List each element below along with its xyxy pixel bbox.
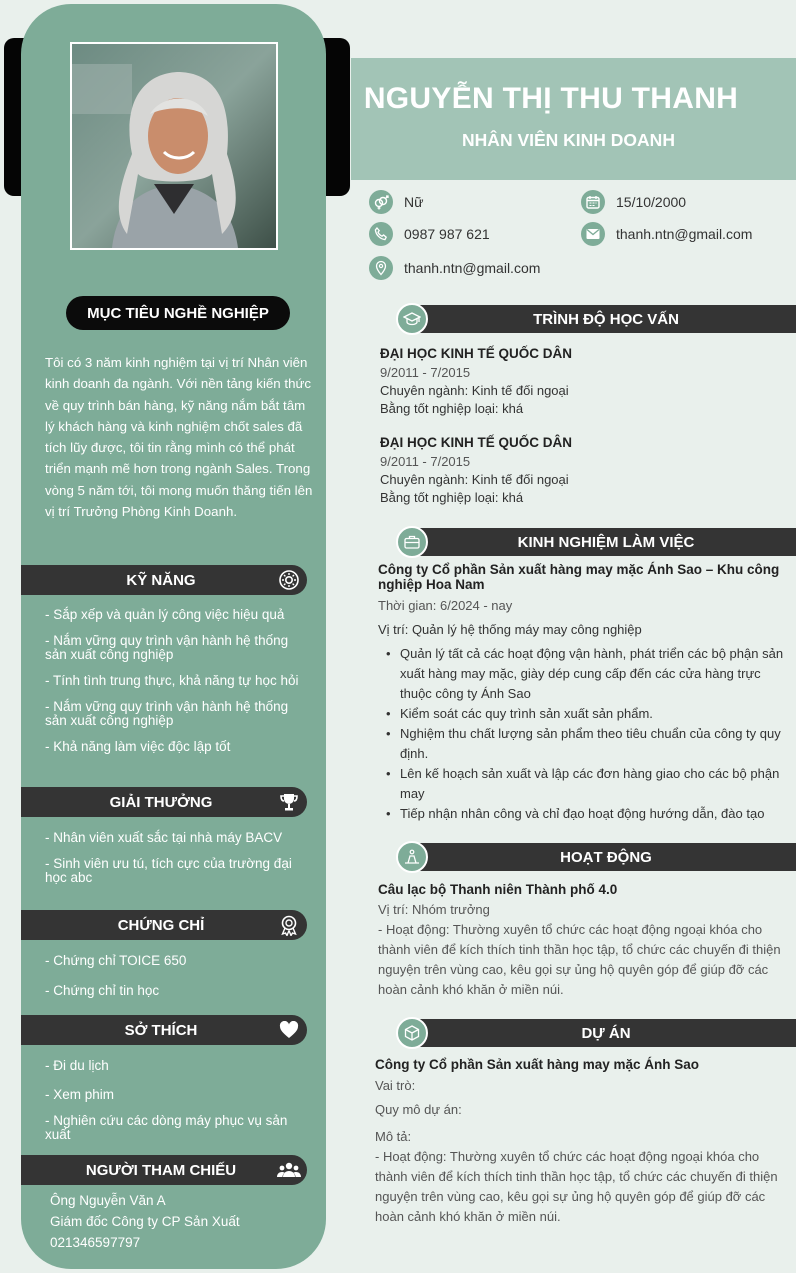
- contact-phone: [369, 222, 490, 246]
- activities-entry: [378, 880, 788, 1000]
- skills-list: [45, 608, 305, 754]
- education-degree: Bằng tốt nghiệp loại: khá: [380, 490, 524, 505]
- activities-role: Vị trí: Nhóm trưởng: [378, 902, 490, 917]
- list-item: • Tiếp nhận nhân công và chỉ đạo hoạt động hướng dẫn, đào tạo: [382, 804, 788, 824]
- education-major: Chuyên ngành: Kinh tế đối ngoại: [380, 383, 569, 398]
- list-item: - Nhân viên xuất sắc tại nhà máy BACV: [45, 830, 283, 845]
- projects-entry: [375, 1055, 785, 1227]
- reference-name: Ông Nguyễn Văn A: [50, 1193, 166, 1208]
- list-item: • Kiểm soát các quy trình sản xuất sản phẩm.: [382, 704, 788, 724]
- education-school: ĐẠI HỌC KINH TẾ QUỐC DÂN: [380, 435, 572, 450]
- reference-phone: 021346597797: [50, 1235, 141, 1250]
- reference-title: Giám đốc Công ty CP Sản Xuất: [50, 1214, 240, 1229]
- gender-value: Nữ: [404, 194, 424, 210]
- projects-heading: [396, 1017, 796, 1049]
- list-item: - Nắm vững quy trình vận hành hệ thống sản xuất công nghiệp: [45, 699, 289, 728]
- graduation-cap-icon: [396, 303, 428, 335]
- education-school: ĐẠI HỌC KINH TẾ QUỐC DÂN: [380, 346, 572, 361]
- certificates-heading: [21, 910, 307, 940]
- phone-value[interactable]: 0987 987 621: [404, 226, 490, 242]
- email-icon: [581, 222, 605, 246]
- phone-icon: [369, 222, 393, 246]
- projects-heading-label: DỰ ÁN: [416, 1019, 796, 1047]
- experience-time: Thời gian: 6/2024 - nay: [378, 598, 513, 613]
- list-item: - Sinh viên ưu tú, tích cực của trường đại học abc: [45, 856, 292, 885]
- education-period: 9/2011 - 7/2015: [380, 365, 471, 380]
- education-heading-label: TRÌNH ĐỘ HỌC VẤN: [416, 305, 796, 333]
- hobbies-list: [45, 1059, 305, 1142]
- activities-heading-label: HOẠT ĐỘNG: [416, 843, 796, 871]
- sidebar: [21, 4, 326, 1269]
- briefcase-icon: [396, 526, 428, 558]
- location-icon: [369, 256, 393, 280]
- awards-list: [45, 831, 305, 885]
- list-item: • Quản lý tất cả các hoạt động vận hành, phát triển các bộ phận sản xuất hàng may mặc, giày dép cung cấp đến các cửa hàng trực thuộc công ty Ánh Sao: [382, 644, 788, 704]
- dob-value: 15/10/2000: [616, 194, 687, 210]
- contact-email: [581, 222, 752, 246]
- candidate-position: NHÂN VIÊN KINH DOANH: [462, 130, 675, 150]
- list-item: - Nghiên cứu các dòng máy phục vụ sản xuất: [45, 1113, 288, 1142]
- heart-icon: [277, 1018, 301, 1042]
- gender-icon: [369, 190, 393, 214]
- activities-desc: - Hoạt động: Thường xuyên tổ chức các hoạt động ngoại khóa cho thành viên để kích thích tinh thần học tập, tổ chức các chuyến đi thiện nguyện trên vùng cao, kêu gọi sự ủng hộ quyên góp để giúp đỡ các hoàn cảnh khó khăn ở miền núi.: [378, 922, 781, 997]
- profile-photo: [70, 42, 278, 250]
- projects-company: Công ty Cổ phần Sản xuất hàng may mặc Ánh Sao: [375, 1057, 700, 1072]
- header-band: [351, 58, 796, 180]
- list-item: - Xem phim: [45, 1087, 115, 1102]
- email-value[interactable]: thanh.ntn@gmail.com: [616, 226, 753, 242]
- contact-address: [369, 256, 540, 280]
- list-item: - Tính tình trung thực, khả năng tự học hỏi: [45, 673, 299, 688]
- list-item: • Nghiệm thu chất lượng sản phẩm theo tiêu chuẩn của công ty quy định.: [382, 724, 788, 764]
- experience-duties: [378, 644, 788, 824]
- candidate-name: NGUYỄN THỊ THU THANH: [363, 82, 739, 115]
- projects-desc: - Hoạt động: Thường xuyên tổ chức các hoạt động ngoại khóa cho thành viên để kích thích tinh thần học tập, tổ chức các chuyến đi thiện nguyện trên vùng cao, kêu gọi sự ủng hộ quyên góp để giúp đỡ các hoàn cảnh khó khăn ở miền núi.: [375, 1149, 778, 1224]
- skills-heading-label: KỸ NĂNG: [126, 571, 196, 589]
- reference-heading-label: NGƯỜI THAM CHIẾU: [85, 1161, 237, 1179]
- list-item: - Chứng chỉ TOICE 650: [45, 953, 187, 968]
- awards-heading: [21, 787, 307, 817]
- hobbies-heading-label: SỞ THÍCH: [124, 1021, 198, 1039]
- calendar-icon: [581, 190, 605, 214]
- projects-scale: Quy mô dự án:: [375, 1102, 462, 1117]
- medal-icon: [277, 913, 301, 937]
- volunteer-icon: [396, 841, 428, 873]
- profile-photo-illustration: [72, 44, 276, 248]
- projects-desc-label: Mô tả:: [375, 1129, 412, 1144]
- education-major: Chuyên ngành: Kinh tế đối ngoại: [380, 472, 569, 487]
- users-icon: [277, 1158, 301, 1182]
- education-entry-1: [380, 345, 790, 418]
- awards-heading-label: GIẢI THƯỞNG: [109, 793, 213, 811]
- contact-gender: [369, 190, 423, 214]
- activities-heading: [396, 841, 796, 873]
- list-item: - Sắp xếp và quản lý công việc hiệu quả: [45, 607, 285, 622]
- list-item: • Lên kế hoạch sản xuất và lập các đơn hàng giao cho các bộ phận may: [382, 764, 788, 804]
- skills-heading: [21, 565, 307, 595]
- list-item: - Chứng chỉ tin học: [45, 983, 160, 998]
- certificates-list: [45, 954, 305, 998]
- address-value: thanh.ntn@gmail.com: [404, 260, 541, 276]
- projects-role: Vai trò:: [375, 1078, 416, 1093]
- list-item: - Khả năng làm việc độc lập tốt: [45, 739, 231, 754]
- education-degree: Bằng tốt nghiệp loại: khá: [380, 401, 524, 416]
- list-item: - Đi du lịch: [45, 1058, 109, 1073]
- experience-entry: [378, 562, 788, 824]
- hobbies-heading: [21, 1015, 307, 1045]
- experience-company: Công ty Cổ phần Sản xuất hàng may mặc Ánh Sao – Khu công nghiệp Hoa Nam: [378, 562, 780, 592]
- trophy-icon: [277, 790, 301, 814]
- activities-org: Câu lạc bộ Thanh niên Thành phố 4.0: [378, 882, 618, 897]
- certificates-heading-label: CHỨNG CHỈ: [117, 916, 205, 934]
- objective-text: Tôi có 3 năm kinh nghiệm tại vị trí Nhân viên kinh doanh đa ngành. Với nền tảng kiến thức về quy trình bán hàng, kỹ năng nắm bắt tâm lý khách hàng và kinh nghiệm chốt sales đã tích lũy được, tôi tin rằng mình có thể phát triển mạnh mẽ hơn trong ngành Sales. Trong vòng 5 năm tới, tôi mong muốn thăng tiến lên vị trí Trưởng Phòng Kinh Doanh.: [45, 355, 313, 520]
- contact-dob: [581, 190, 686, 214]
- reference-heading: [21, 1155, 307, 1185]
- box-icon: [396, 1017, 428, 1049]
- list-item: - Nắm vững quy trình vận hành hệ thống sản xuất công nghiệp: [45, 633, 289, 662]
- experience-role: Vị trí: Quản lý hệ thống máy may công nghiệp: [378, 622, 642, 637]
- experience-heading: [396, 526, 796, 558]
- education-entry-2: [380, 434, 790, 507]
- reference-details: [50, 1190, 240, 1253]
- gear-icon: [277, 568, 301, 592]
- experience-heading-label: KINH NGHIỆM LÀM VIỆC: [416, 528, 796, 556]
- education-period: 9/2011 - 7/2015: [380, 454, 471, 469]
- objective-heading: MỤC TIÊU NGHỀ NGHIỆP: [66, 296, 290, 330]
- education-heading: [396, 303, 796, 335]
